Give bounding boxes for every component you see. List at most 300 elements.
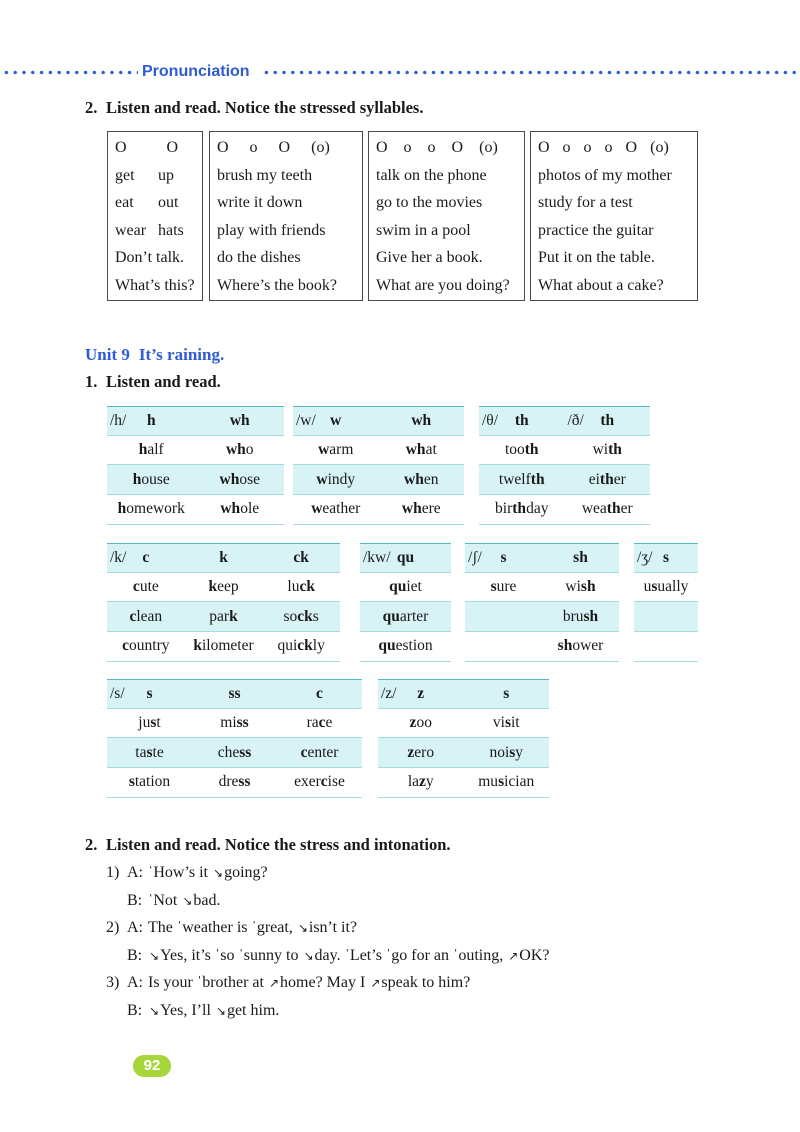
phoneme-table-row [360,632,451,662]
highlighted-letters: ss [239,743,252,761]
word-cell [185,573,263,602]
phoneme-table [107,679,362,798]
word-cell [360,632,451,661]
highlighted-letters: k [208,578,218,596]
phoneme-table-row [465,602,619,632]
stress-phrase: play with friends [217,221,326,239]
phoneme-table-row [107,738,362,768]
phoneme-table-row [378,738,549,768]
falling-tone-mark: ↘ [149,1003,160,1018]
highlighted-letters: c [129,607,137,625]
highlighted-letters: s [490,578,497,596]
example-word: with [592,441,622,459]
example-word: clean [129,607,163,625]
stress-phrase: do the dishes [217,249,301,267]
highlighted-letters: wh [404,470,424,488]
phoneme-table-row [107,465,284,495]
phoneme-table-row [107,495,284,525]
example-word: question [378,637,433,655]
dotted-rule-left [2,69,138,76]
phoneme-table-row [634,632,698,662]
highlighted-letters: sh [557,637,573,655]
highlighted-letters: th [599,470,614,488]
stress-phrase: Put it on the table. [538,249,655,267]
spelling-letters: sh [573,548,588,566]
phoneme-table-row [378,709,549,739]
speaker-label: A: [127,974,143,992]
word-pair [115,189,202,217]
stress-pattern-box [107,131,203,301]
phoneme-table [293,406,464,525]
example-word: lazy [407,773,434,791]
word-cell [107,465,196,494]
phoneme-table-row [107,573,340,603]
stress-phrase: Don’t talk. [115,249,185,267]
phoneme-table [634,543,698,662]
example-word: shower [557,637,604,655]
phoneme-table-header [293,406,464,436]
example-word: where [401,500,441,518]
phoneme-table-header [107,679,362,709]
stress-pattern: O o O (o) [217,139,330,156]
highlighted-letters: s [128,773,135,791]
word-cell [464,738,550,767]
stress-phrase: practice the guitar [538,221,654,239]
highlighted-letters: ss [238,773,251,791]
highlighted-letters: z [419,773,426,791]
phoneme-table-header [465,543,619,573]
pair-word: wear [115,221,147,239]
word-cell [277,768,362,797]
word-cell [634,632,698,661]
highlighted-letters: w [318,441,330,459]
phoneme-symbol: /z/ [381,684,397,702]
pair-word: out [158,194,179,212]
highlighted-letters: k [229,607,238,625]
dialog-line [106,942,550,970]
example-word: quickly [277,637,325,655]
phoneme-table-row [360,573,451,603]
phoneme-table [378,679,549,798]
highlighted-letters: wh [405,441,426,459]
word-cell [634,573,698,602]
example-word: either [588,470,626,488]
word-cell [192,709,277,738]
word-cell [107,573,185,602]
exercise-heading-stress [85,98,423,118]
stress-pattern: O O [115,139,179,156]
example-word: taste [135,743,164,761]
word-cell [378,738,464,767]
stress-phrase: write it down [217,194,303,212]
phoneme-table [479,406,650,525]
example-word: center [300,743,339,761]
example-word: brush [562,607,599,625]
exercise-number: 1. [85,372,98,391]
falling-tone-mark: ↘ [297,921,308,936]
header-cell [542,544,619,572]
word-cell [185,602,263,631]
highlighted-letters: c [300,743,308,761]
phoneme-symbol: /h/ [110,411,127,429]
speaker-label: A: [127,919,143,937]
example-word: windy [316,470,356,488]
word-cell [185,632,263,661]
word-cell [262,602,340,631]
unit-title: It’s raining. [138,345,225,364]
phoneme-table [107,543,340,662]
word-cell [192,768,277,797]
word-cell [277,709,362,738]
word-cell [360,602,451,631]
page-number-badge: 92 [133,1055,171,1077]
phoneme-table-header [107,406,284,436]
spelling-letters: s [503,684,510,702]
stress-phrase: brush my teeth [217,166,313,184]
example-word: country [122,637,170,655]
word-cell [542,602,619,631]
pair-word: eat [115,194,134,212]
dotted-rule-right [262,69,798,76]
phoneme-table-header [107,543,340,573]
phoneme-table-row [107,602,340,632]
header-cell [107,407,196,435]
spelling-letters: h [146,411,156,429]
example-word: just [138,714,161,732]
rising-tone-mark: ↗ [370,976,381,991]
phoneme-table-row [479,495,650,525]
spelling-letters: z [417,684,425,702]
header-cell [107,680,192,708]
word-cell [565,465,651,494]
dialog-text: ↘Yes, it’s ˈso ˈsunny to ↘day. ˈLet’s ˈgo for an ˈouting, ↗OK? [149,946,550,964]
word-cell [262,632,340,661]
unit-label: Unit 9 [85,345,130,364]
highlighted-letters: z [409,714,417,732]
highlighted-letters: c [132,578,140,596]
example-word: sure [490,578,517,596]
stress-phrase: swim in a pool [376,221,471,239]
speaker-label: B: [127,1001,143,1019]
header-cell [378,680,464,708]
stress-phrase: Where’s the book? [217,276,337,294]
highlighted-letters: h [138,441,148,459]
example-word: zoo [409,714,432,732]
phoneme-symbol: /θ/ [482,411,499,429]
word-cell [107,768,192,797]
phoneme-table-row [634,602,698,632]
phoneme-symbol: /k/ [110,548,127,566]
dialog-text: Is your ˈbrother at ↗home? May I ↗speak to him? [148,974,471,992]
word-cell [196,495,285,524]
word-cell [479,465,565,494]
example-word: park [209,607,238,625]
spelling-letters: wh [229,411,250,429]
phoneme-table-header [360,543,451,573]
dialog-line [106,914,550,942]
highlighted-letters: wh [219,470,240,488]
highlighted-letters: qu [389,578,407,596]
dialog-text: The ˈweather is ˈgreat, ↘isn’t it? [148,919,358,937]
word-cell [542,573,619,602]
word-cell [378,768,464,797]
spelling-letters: s [662,548,670,566]
pair-word: get [115,166,135,184]
pair-word: up [158,166,174,184]
highlighted-letters: h [117,500,127,518]
phoneme-table [360,543,451,662]
word-cell [479,495,565,524]
highlighted-letters: th [606,500,621,518]
stress-pattern: O o o o O (o) [538,139,669,156]
highlighted-letters: h [132,470,142,488]
phoneme-table-row [465,632,619,662]
header-cell [464,680,550,708]
spelling-letters: s [146,684,153,702]
example-word: kilometer [193,637,254,655]
phoneme-table-header [634,543,698,573]
word-cell [465,632,542,661]
exercise-number: 2. [85,98,98,117]
example-word: twelfth [498,470,545,488]
word-cell [107,632,185,661]
phoneme-symbol: /ʃ/ [468,548,482,566]
speaker-label: A: [127,864,143,881]
example-word: quarter [382,607,429,625]
exercise-instruction: Listen and read. [106,372,221,391]
spelling-letters: w [330,411,342,429]
example-word: birthday [495,500,549,518]
word-cell [465,602,542,631]
example-word: usually [643,578,689,596]
example-word: cute [132,578,159,596]
highlighted-letters: wh [401,500,422,518]
stress-pattern-box [530,131,698,301]
falling-tone-mark: ↘ [303,948,314,963]
dialog-line [106,859,550,887]
example-word: station [128,773,171,791]
header-cell [196,407,285,435]
highlighted-letters: th [608,441,622,459]
spelling-letters: wh [411,411,432,429]
word-cell [277,738,362,767]
stress-phrase: What are you doing? [376,276,510,294]
phoneme-table-row [107,768,362,798]
dialog-number: 2) [106,919,120,937]
highlighted-letters: sh [583,607,599,625]
example-word: when [404,470,439,488]
spelling-letters: th [600,411,615,429]
example-word: quiet [389,578,422,596]
word-cell [479,436,565,465]
phoneme-table-row [107,709,362,739]
highlighted-letters: ss [236,714,249,732]
phoneme-table-row [465,573,619,603]
highlighted-letters: ck [299,578,315,596]
highlighted-letters: th [530,470,545,488]
falling-tone-mark: ↘ [182,893,193,908]
phoneme-table-row [360,602,451,632]
phoneme-table-row [293,465,464,495]
phoneme-table [465,543,619,662]
word-pair [115,162,202,190]
highlighted-letters: qu [382,607,400,625]
header-cell [185,544,263,572]
word-cell [379,495,465,524]
highlighted-letters: ck [297,637,313,655]
highlighted-letters: s [504,714,511,732]
phoneme-table-row [107,632,340,662]
word-cell [196,436,285,465]
example-word: house [132,470,170,488]
highlighted-letters: sh [580,578,596,596]
dialog-line [106,887,550,915]
speaker-label: B: [127,946,143,964]
word-cell [464,709,550,738]
word-cell [107,709,192,738]
spelling-letters: k [219,548,228,566]
spelling-letters: th [514,411,529,429]
example-word: race [306,714,333,732]
header-cell [379,407,465,435]
falling-tone-mark: ↘ [215,1003,226,1018]
phoneme-table-row [479,465,650,495]
stress-pattern: O o o O (o) [376,139,498,156]
example-word: whose [219,470,260,488]
highlighted-letters: c [320,773,328,791]
speaker-label: B: [127,891,143,909]
highlighted-letters: k [193,637,202,655]
dialog-text: ˈNot ↘bad. [148,891,221,909]
word-cell [293,436,379,465]
highlighted-letters: w [316,470,328,488]
rising-tone-mark: ↗ [268,976,280,991]
word-cell [565,495,651,524]
example-word: who [225,441,254,459]
header-cell [360,544,451,572]
example-word: chess [217,743,252,761]
example-word: zero [407,743,435,761]
spelling-letters: c [316,684,323,702]
word-cell [293,465,379,494]
header-cell [277,680,362,708]
exercise-number: 2. [85,835,98,854]
highlighted-letters: s [498,773,505,791]
header-cell [262,544,340,572]
highlighted-letters: c [318,714,326,732]
highlighted-letters: s [146,743,153,761]
highlighted-letters: w [311,500,323,518]
spelling-letters: ck [293,548,309,566]
stress-pattern-box [368,131,525,301]
word-cell [360,573,451,602]
phoneme-table-row [378,768,549,798]
example-word: dress [218,773,251,791]
header-cell [293,407,379,435]
spelling-letters: s [500,548,507,566]
stress-phrase: What about a cake? [538,276,664,294]
example-word: miss [220,714,249,732]
spelling-letters: c [142,548,150,566]
highlighted-letters: z [407,743,415,761]
stress-phrase: photos of my mother [538,166,672,184]
phoneme-table-row [293,495,464,525]
example-word: warm [318,441,354,459]
header-cell [479,407,565,435]
stress-phrase: go to the movies [376,194,483,212]
dialog-number: 3) [106,974,120,992]
phoneme-symbol: /w/ [296,411,316,429]
stress-phrase: What’s this? [115,276,195,294]
exercise-instruction: Listen and read. Notice the stressed syllables. [106,98,424,117]
highlighted-letters: qu [378,637,396,655]
header-cell [634,544,698,572]
spelling-letters: qu [396,548,415,566]
falling-tone-mark: ↘ [213,866,224,880]
word-cell [379,436,465,465]
word-cell [542,632,619,661]
word-cell [465,573,542,602]
word-cell [107,495,196,524]
example-word: socks [283,607,319,625]
example-word: homework [117,500,185,518]
example-word: musician [478,773,535,791]
highlighted-letters: s [150,714,157,732]
example-word: weather [311,500,361,518]
header-cell [465,544,542,572]
example-word: noisy [489,743,524,761]
example-word: wish [565,578,596,596]
dialog-number: 1) [106,864,120,881]
stress-pattern-box [209,131,363,301]
example-word: keep [208,578,239,596]
dialog-line [106,969,550,997]
word-cell [634,602,698,631]
example-word: what [405,441,437,459]
phoneme-symbol: /kw/ [363,548,391,566]
highlighted-letters: th [512,500,527,518]
highlighted-letters: s [509,743,516,761]
example-word: whole [220,500,260,518]
spelling-letters: ss [228,684,241,702]
section-title: Pronunciation [142,63,250,80]
word-cell [107,436,196,465]
phoneme-symbol: /ʒ/ [637,548,653,566]
unit-heading [85,344,224,366]
phoneme-table-row [634,573,698,603]
word-cell [464,768,550,797]
example-word: weather [581,500,633,518]
dialog-list [106,859,550,1025]
highlighted-letters: wh [220,500,241,518]
falling-tone-mark: ↘ [149,948,160,963]
header-cell [565,407,651,435]
highlighted-letters: c [122,637,130,655]
exercise-heading-intonation [85,835,451,855]
word-cell [107,602,185,631]
highlighted-letters: th [524,441,539,459]
stress-phrase: Give her a book. [376,249,483,267]
phoneme-table-row [293,436,464,466]
word-pair [115,217,202,245]
dialog-text: ˈHow’s it ↘going? [148,864,268,881]
phoneme-table-row [479,436,650,466]
exercise-heading-sounds [85,372,221,392]
word-cell [378,709,464,738]
phoneme-table [107,406,284,525]
word-cell [196,465,285,494]
stress-phrase: talk on the phone [376,166,487,184]
